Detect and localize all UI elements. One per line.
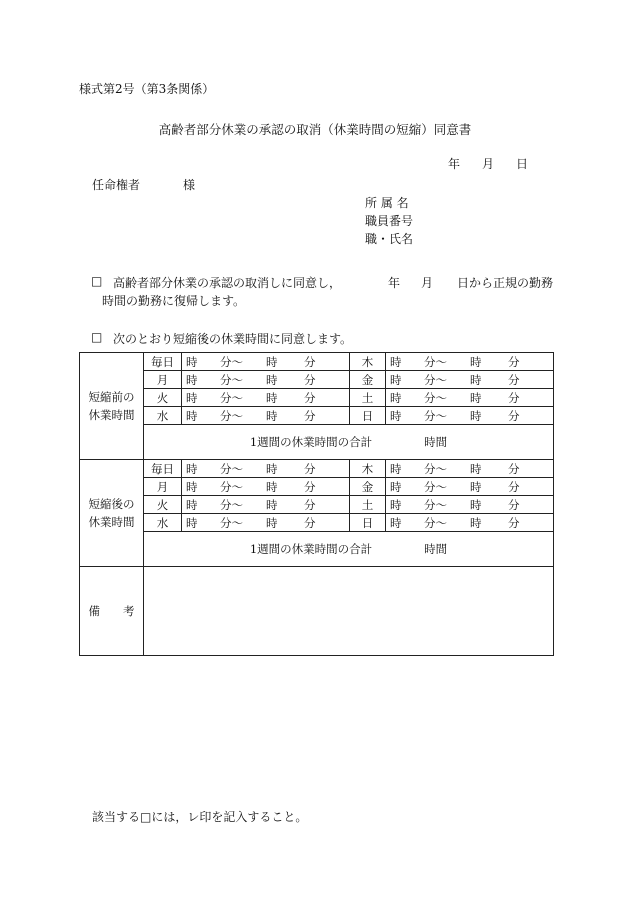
hour-unit: 時	[266, 355, 278, 369]
hour-unit: 時	[470, 498, 482, 512]
hour-unit: 時	[470, 373, 482, 387]
affiliation-label: 所 属 名	[365, 196, 409, 210]
day-label: 毎日	[144, 353, 182, 371]
minute-to-unit: 分～	[220, 498, 243, 512]
minute-to-unit: 分～	[220, 373, 243, 387]
option-shorten-text: 次のとおり短縮後の休業時間に同意します。	[113, 332, 353, 346]
minute-unit: 分	[304, 355, 316, 369]
weekly-total-field[interactable]	[144, 532, 554, 567]
hour-unit: 時	[266, 462, 278, 476]
hour-unit: 時	[390, 391, 402, 405]
minute-unit: 分	[508, 355, 520, 369]
hour-unit: 時	[266, 480, 278, 494]
day-label: 月	[144, 478, 182, 496]
minute-unit: 分	[304, 409, 316, 423]
document-title: 高齢者部分休業の承認の取消（休業時間の短縮）同意書	[158, 122, 472, 137]
minute-unit: 分	[304, 498, 316, 512]
left-time-field[interactable]	[182, 478, 350, 496]
section-label	[80, 353, 144, 460]
left-time-field[interactable]	[182, 353, 350, 371]
minute-to-unit: 分～	[424, 391, 447, 405]
table-row	[80, 353, 554, 371]
left-time-field[interactable]	[182, 514, 350, 532]
minute-to-unit: 分～	[220, 355, 243, 369]
hour-unit: 時	[266, 409, 278, 423]
right-time-field[interactable]	[386, 478, 554, 496]
date-year-label: 年	[448, 157, 461, 171]
minute-unit: 分	[508, 409, 520, 423]
date-day-label: 日	[516, 157, 529, 171]
left-time-field[interactable]	[182, 371, 350, 389]
day-label: 月	[144, 371, 182, 389]
table-row	[80, 407, 554, 425]
hour-unit: 時	[470, 409, 482, 423]
option-cancel-text-line2: 時間の勤務に復帰します。	[102, 294, 246, 308]
hour-unit: 時	[470, 516, 482, 530]
weekly-total-field[interactable]	[144, 425, 554, 460]
total-row	[80, 425, 554, 460]
day-label: 火	[144, 389, 182, 407]
hour-unit: 時	[266, 373, 278, 387]
day-label: 木	[350, 353, 386, 371]
minute-unit: 分	[508, 498, 520, 512]
day-label: 火	[144, 496, 182, 514]
right-time-field[interactable]	[386, 353, 554, 371]
hour-unit: 時	[470, 355, 482, 369]
hour-unit: 時	[470, 391, 482, 405]
left-time-field[interactable]	[182, 389, 350, 407]
addressee-suffix: 様	[183, 178, 196, 192]
footnote: 該当する□には，レ印を記入すること。	[92, 810, 308, 824]
day-label: 日	[350, 407, 386, 425]
hour-unit: 時	[186, 355, 198, 369]
minute-unit: 分	[508, 516, 520, 530]
table-row	[80, 460, 554, 478]
minute-unit: 分	[304, 462, 316, 476]
weekly-total-unit: 時間	[424, 542, 448, 556]
hour-unit: 時	[266, 516, 278, 530]
right-time-field[interactable]	[386, 389, 554, 407]
hour-unit: 時	[186, 409, 198, 423]
minute-unit: 分	[508, 391, 520, 405]
minute-unit: 分	[508, 480, 520, 494]
hour-unit: 時	[186, 516, 198, 530]
hour-unit: 時	[266, 498, 278, 512]
day-label: 水	[144, 407, 182, 425]
form-number: 様式第2号（第3条関係）	[79, 82, 215, 96]
hour-unit: 時	[390, 498, 402, 512]
hour-unit: 時	[186, 462, 198, 476]
right-time-field[interactable]	[386, 460, 554, 478]
day-label: 土	[350, 496, 386, 514]
left-time-field[interactable]	[182, 407, 350, 425]
hour-unit: 時	[186, 391, 198, 405]
minute-to-unit: 分～	[424, 355, 447, 369]
total-row	[80, 532, 554, 567]
day-label: 水	[144, 514, 182, 532]
minute-to-unit: 分～	[424, 480, 447, 494]
hour-unit: 時	[390, 516, 402, 530]
weekly-total-label: 1週間の休業時間の合計	[249, 435, 373, 449]
hour-unit: 時	[390, 373, 402, 387]
minute-to-unit: 分～	[424, 462, 447, 476]
day-label: 木	[350, 460, 386, 478]
minute-to-unit: 分～	[424, 373, 447, 387]
left-time-field[interactable]	[182, 496, 350, 514]
weekly-total-label: 1週間の休業時間の合計	[249, 542, 373, 556]
staff-number-label: 職員番号	[365, 214, 414, 228]
section-label-line2: 休業時間	[88, 515, 135, 529]
section-label-line1: 短縮後の	[88, 497, 135, 511]
minute-to-unit: 分～	[424, 516, 447, 530]
table-row	[80, 371, 554, 389]
hour-unit: 時	[186, 373, 198, 387]
minute-unit: 分	[304, 391, 316, 405]
day-label: 金	[350, 478, 386, 496]
day-label: 金	[350, 371, 386, 389]
minute-to-unit: 分～	[424, 498, 447, 512]
minute-to-unit: 分～	[220, 516, 243, 530]
checkbox-cancel[interactable]: □	[91, 274, 103, 288]
section-label	[80, 460, 144, 567]
minute-to-unit: 分～	[220, 391, 243, 405]
table-row	[80, 496, 554, 514]
hour-unit: 時	[186, 498, 198, 512]
right-time-field[interactable]	[386, 371, 554, 389]
day-label: 毎日	[144, 460, 182, 478]
minute-unit: 分	[304, 480, 316, 494]
remarks-row	[80, 567, 554, 656]
day-label: 日	[350, 514, 386, 532]
minute-to-unit: 分～	[220, 409, 243, 423]
option-cancel-text-a: 高齢者部分休業の承認の取消しに同意し，	[113, 276, 342, 290]
minute-unit: 分	[304, 373, 316, 387]
weekly-total-unit: 時間	[424, 435, 448, 449]
table-row	[80, 478, 554, 496]
left-time-field[interactable]	[182, 460, 350, 478]
hour-unit: 時	[390, 462, 402, 476]
minute-to-unit: 分～	[220, 480, 243, 494]
section-label-line1: 短縮前の	[88, 390, 135, 404]
remarks-field[interactable]	[144, 567, 554, 656]
option-cancel-month: 月	[421, 276, 434, 290]
remarks-label: 備 考	[80, 567, 144, 656]
hour-unit: 時	[186, 480, 198, 494]
minute-unit: 分	[508, 373, 520, 387]
option-cancel-year: 年	[388, 276, 401, 290]
hour-unit: 時	[470, 480, 482, 494]
table-row	[80, 389, 554, 407]
hours-table	[79, 352, 554, 656]
minute-to-unit: 分～	[424, 409, 447, 423]
table-row	[80, 514, 554, 532]
hour-unit: 時	[470, 462, 482, 476]
minute-unit: 分	[508, 462, 520, 476]
name-label: 職・氏名	[365, 232, 414, 246]
addressee-label: 任命権者	[92, 178, 141, 192]
option-cancel-text-b: 日から正規の勤務	[457, 276, 554, 290]
minute-to-unit: 分～	[220, 462, 243, 476]
day-label: 土	[350, 389, 386, 407]
date-month-label: 月	[482, 157, 495, 171]
checkbox-shorten[interactable]: □	[91, 330, 103, 344]
section-label-line2: 休業時間	[88, 408, 135, 422]
right-time-field[interactable]	[386, 514, 554, 532]
right-time-field[interactable]	[386, 407, 554, 425]
hour-unit: 時	[266, 391, 278, 405]
hour-unit: 時	[390, 355, 402, 369]
right-time-field[interactable]	[386, 496, 554, 514]
minute-unit: 分	[304, 516, 316, 530]
hour-unit: 時	[390, 480, 402, 494]
hour-unit: 時	[390, 409, 402, 423]
